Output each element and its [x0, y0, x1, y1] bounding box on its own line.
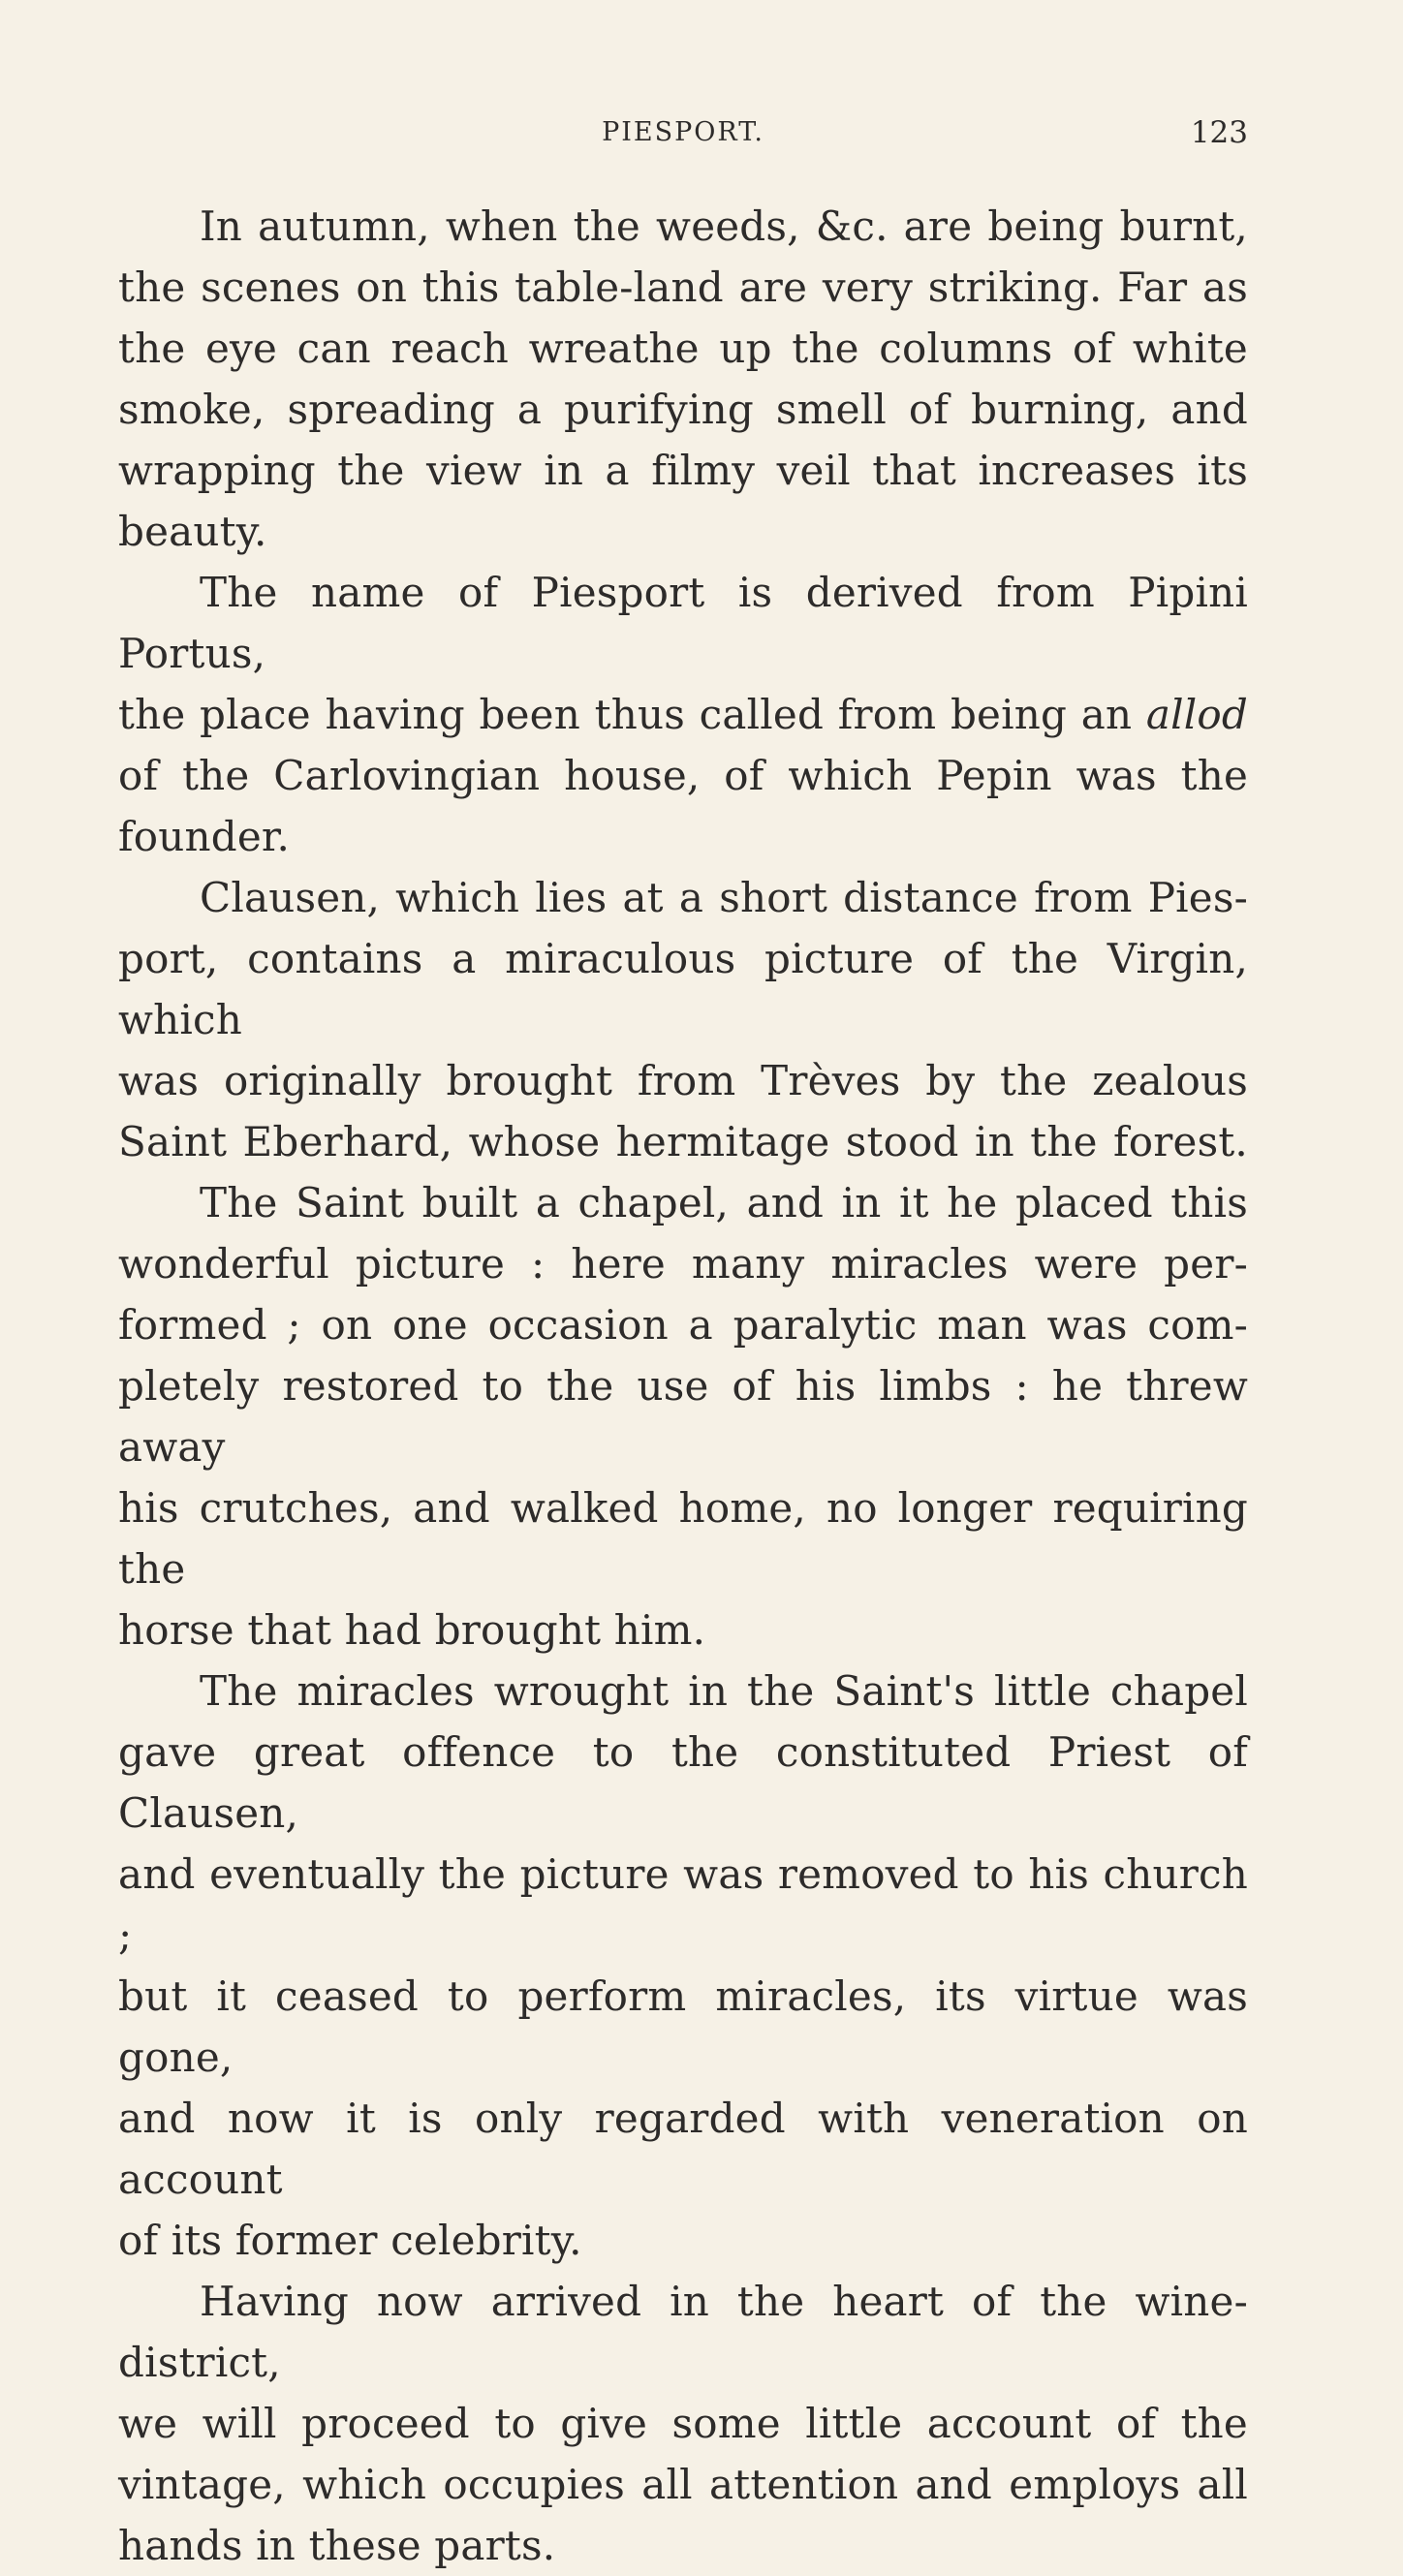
text-line: wonderful picture : here many miracles were per-: [118, 1240, 1248, 1288]
text-line: In autumn, when the weeds, &c. are being burnt,: [200, 202, 1248, 250]
text-line: beauty.: [118, 508, 267, 555]
paragraph-clausen: [118, 867, 1248, 1172]
text-line: Having now arrived in the heart of the wine-district,: [118, 2278, 1248, 2386]
text-line-part: the place having been thus called from being an: [118, 691, 1133, 738]
text-line: The Saint built a chapel, and in it he placed this: [200, 1179, 1248, 1226]
page-number: 123: [1190, 115, 1248, 150]
text-line: his crutches, and walked home, no longer requiring the: [118, 1484, 1248, 1593]
text-line: Saint Eberhard, whose hermitage stood in the forest.: [118, 1118, 1248, 1165]
text-line: but it ceased to perform miracles, its virtue was gone,: [118, 1972, 1248, 2081]
text-line: port, contains a miraculous picture of the Virgin, which: [118, 935, 1248, 1043]
paragraph-autumn: [118, 196, 1248, 562]
text-line: hands in these parts.: [118, 2522, 556, 2569]
paragraph-name-origin: [118, 562, 1248, 867]
text-line: gave great offence to the constituted Priest of Clausen,: [118, 1728, 1248, 1837]
text-line: horse that had brought him.: [118, 1606, 706, 1654]
italic-word: allod: [1145, 691, 1248, 738]
text-line: formed ; on one occasion a paralytic man was com-: [118, 1301, 1248, 1349]
text-line: was originally brought from Trèves by the zealous: [118, 1057, 1248, 1104]
text-line: the scenes on this table-land are very striking. Far as: [118, 264, 1248, 311]
text-line: Clausen, which lies at a short distance from Pies-: [200, 874, 1248, 921]
text-line: of the Carlovingian house, of which Pepin was the: [118, 752, 1248, 799]
text-line: and now it is only regarded with veneration on account: [118, 2095, 1248, 2203]
text-line: the eye can reach wreathe up the columns of white: [118, 325, 1248, 372]
text-line: The miracles wrought in the Saint's little chapel: [200, 1667, 1248, 1715]
paragraph-wine-district: [118, 2271, 1248, 2576]
body-text: [118, 196, 1248, 2576]
text-line: pletely restored to the use of his limbs : he threw away: [118, 1362, 1248, 1471]
text-line: we will proceed to give some little account of the: [118, 2400, 1248, 2447]
paragraph-miracles: [118, 1660, 1248, 2271]
text-line: founder.: [118, 813, 291, 860]
text-line: vintage, which occupies all attention and employs all: [118, 2461, 1248, 2508]
running-title: PIESPORT.: [602, 117, 764, 147]
text-line: wrapping the view in a filmy veil that increases its: [118, 447, 1248, 494]
text-line: smoke, spreading a purifying smell of burning, and: [118, 386, 1248, 433]
text-line: and eventually the picture was removed to his church ;: [118, 1850, 1248, 1959]
text-line-with-italic: [118, 684, 1248, 745]
running-head: [118, 109, 1248, 157]
text-line: of its former celebrity.: [118, 2217, 582, 2264]
text-line: The name of Piesport is derived from Pipini Portus,: [118, 569, 1248, 677]
paragraph-chapel: [118, 1172, 1248, 1660]
